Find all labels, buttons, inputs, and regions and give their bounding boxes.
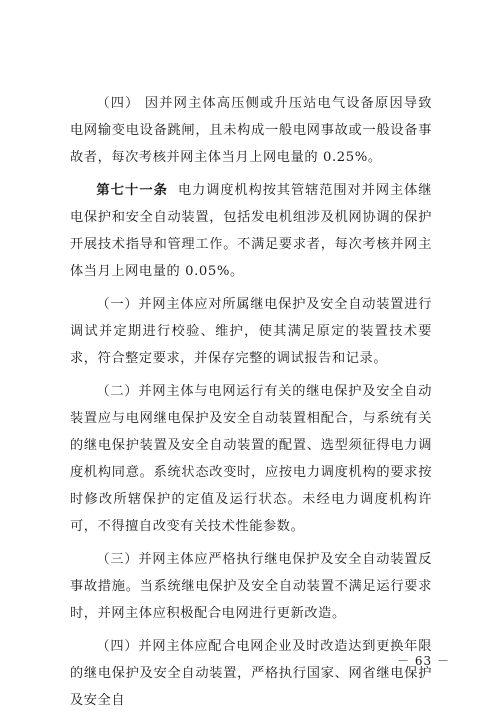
paragraph-item-3-anti-accident xyxy=(70,546,432,627)
document-body xyxy=(70,90,432,714)
paragraph-text: （三）并网主体应严格执行继电保护及安全自动装置反事故措施。当系统继电保护及安全自动装置不满足运行要求时，并网主体应积极配合电网进行更新改造。 xyxy=(70,552,432,621)
paragraph-text: （一）并网主体应对所属继电保护及安全自动装置进行调试并定期进行校验、维护，使其满足原定的装置技术要求，符合整定要求，并保存完整的调试报告和记录。 xyxy=(70,297,432,366)
paragraph-text: （二）并网主体与电网运行有关的继电保护及安全自动装置应与电网继电保护及安全自动装置相配合，与系统有关的继电保护装置及安全自动装置的配置、选型须征得电力调度机构同意。系统状态改变时，应按电力调度机构的要求按时修改所辖保护的定值及运行状态。未经电力调度机构许可，不得擅自改变有关技术性能参数。 xyxy=(70,384,432,534)
paragraph-text: 电力调度机构按其管辖范围对并网主体继电保护和安全自动装置，包括发电机组涉及机网协调的保护开展技术指导和管理工作。不满足要求者，每次考核并网主体当月上网电量的 0.05%。 xyxy=(70,183,432,279)
paragraph-item-2-coordination xyxy=(70,378,432,540)
paragraph-item-4-retrofit xyxy=(70,633,432,714)
paragraph-item-4-grid-penalty xyxy=(70,90,432,171)
paragraph-text: （四） 因并网主体高压侧或升压站电气设备原因导致电网输变电设备跳闸，且未构成一般电网事故或一般设备事故者，每次考核并网主体当月上网电量的 0.25%。 xyxy=(70,96,432,165)
page-number: － 63 － xyxy=(397,654,450,668)
paragraph-item-1-testing xyxy=(70,291,432,372)
article-number: 第七十一条 xyxy=(96,183,169,198)
paragraph-text: （四）并网主体应配合电网企业及时改造达到更换年限的继电保护及安全自动装置，严格执行国家、网省继电保护及安全自 xyxy=(70,639,432,708)
article-71-paragraph xyxy=(70,177,432,285)
